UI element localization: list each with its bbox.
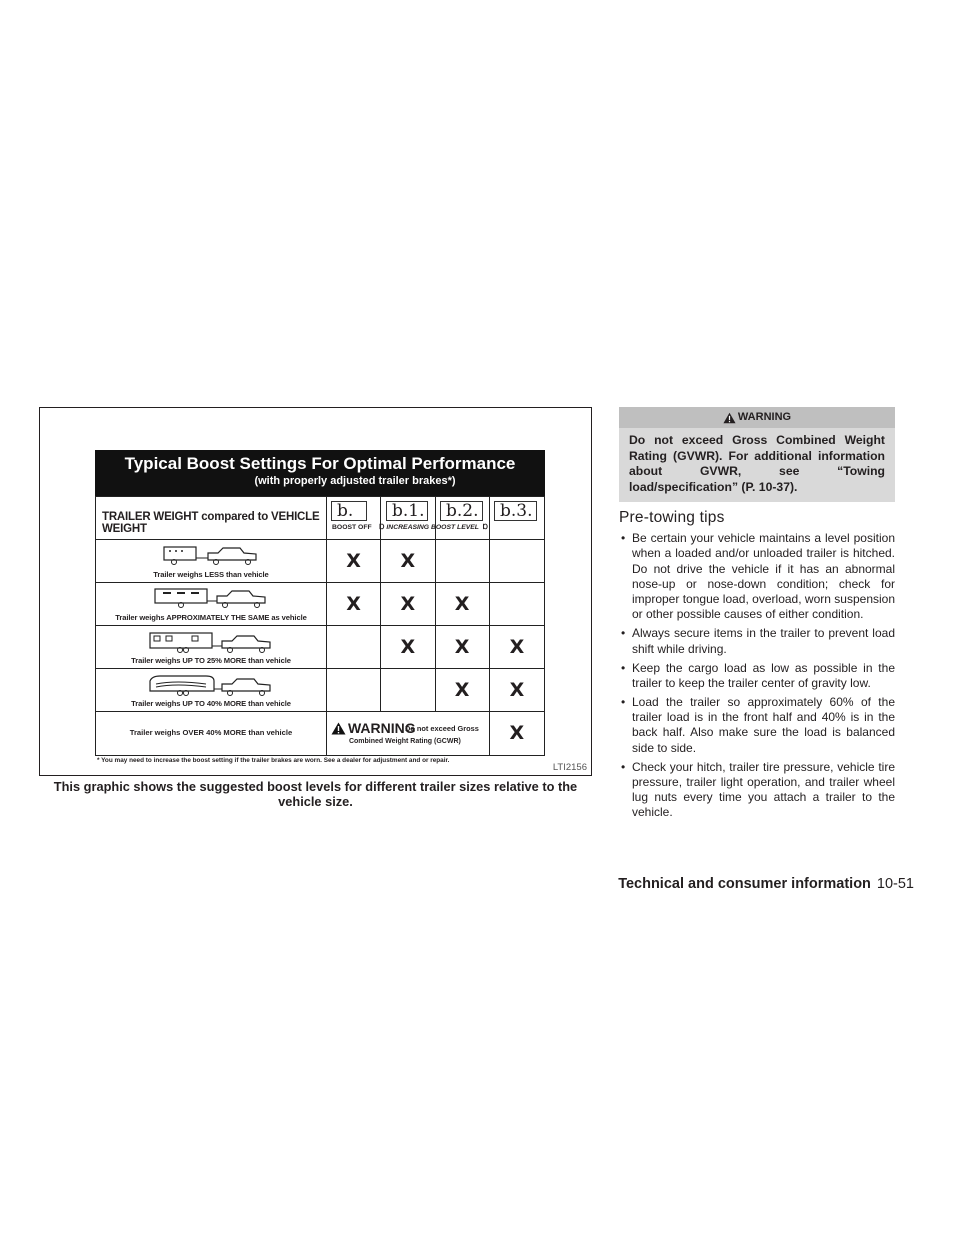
table-row [96, 668, 544, 711]
trailer-same-icon [151, 587, 271, 609]
page-footer [618, 876, 914, 892]
x-mark: X [346, 549, 361, 572]
boost-settings-chart [95, 450, 545, 764]
list-item: • Always secure items in the trailer to prevent load shift while driving. [621, 626, 895, 657]
table-row [96, 539, 544, 582]
x-mark: X [346, 592, 361, 615]
x-mark: X [509, 678, 525, 701]
boost-grid [95, 496, 545, 756]
level-b0: b. [331, 501, 367, 521]
chart-footnote: * You may need to increase the boost setting if the trailer brakes are worn. See a dealer for adjustment and or repair. [97, 757, 450, 764]
warning-body: Do not exceed Gross Combined Weight Rating (GVWR). For additional information about GVWR, see “Towing load/specification” (P. 10-37). [629, 433, 885, 494]
row-label: Trailer weighs LESS than vehicle [153, 570, 269, 579]
row-label: Trailer weighs UP TO 40% MORE than vehicle [131, 699, 291, 708]
row-label: Trailer weighs APPROXIMATELY THE SAME as vehicle [115, 613, 307, 622]
list-item: • Keep the cargo load as low as possible in the trailer to keep the trailer center of gravity low. [621, 661, 895, 692]
x-mark: X [454, 678, 470, 701]
trailer-small-icon [156, 544, 266, 566]
figure-code: LTI2156 [552, 762, 587, 773]
page-number: 10-51 [876, 876, 914, 892]
row-label: Trailer weighs OVER 40% MORE than vehicle [129, 728, 293, 737]
table-row [96, 625, 544, 668]
boost-off-label: BOOST OFF [332, 524, 372, 531]
increasing-boost-label: INCREASING BOOST LEVEL [386, 524, 479, 531]
chart-title: Typical Boost Settings For Optimal Performance [124, 454, 516, 473]
x-mark: X [400, 549, 416, 572]
level-b3: b.3. [494, 501, 537, 521]
chart-subtitle: (with properly adjusted trailer brakes*) [254, 475, 456, 487]
x-mark: X [400, 635, 416, 658]
list-item: • Be certain your vehicle maintains a level position when a loaded and/or unloaded trailer is hitched. Do not drive the vehicle if it has an abnormal nose-up or nose-down condition; check for improper tongue load, overload, worn suspension or other possible causes of either condition. [621, 531, 895, 623]
gcwr-warning [327, 712, 490, 755]
warning-text-line2: Combined Weight Rating (GCWR) [348, 738, 461, 745]
warning-word: WARNING [347, 720, 416, 736]
warning-text-line1: Do not exceed Gross [404, 724, 479, 733]
section-title: Pre-towing tips [619, 509, 725, 526]
x-mark: X [400, 592, 416, 615]
trailer-40-icon [146, 673, 276, 697]
warning-heading-text: WARNING [737, 411, 792, 423]
warning-box [619, 407, 895, 502]
table-row [96, 711, 544, 755]
arrow-icon: Ɒ [379, 524, 385, 531]
pre-towing-tips-list [621, 531, 895, 824]
warning-heading [619, 407, 895, 428]
arrow-icon: Ɒ [482, 524, 489, 531]
x-mark: X [454, 635, 470, 658]
trailer-25-icon [146, 630, 276, 654]
warning-triangle-icon [723, 412, 736, 424]
level-header [328, 496, 546, 539]
level-b1: b.1. [386, 501, 428, 521]
warning-triangle-icon [331, 722, 346, 735]
boost-settings-figure [39, 407, 592, 776]
table-row [96, 582, 544, 625]
x-mark: X [454, 592, 470, 615]
footer-section-name: Technical and consumer information [618, 876, 871, 892]
chart-header [95, 450, 545, 496]
row-label: Trailer weighs UP TO 25% MORE than vehicle [131, 656, 291, 665]
x-mark: X [509, 635, 525, 658]
level-b2: b.2. [440, 501, 483, 521]
x-mark: X [509, 722, 525, 744]
figure-caption: This graphic shows the suggested boost levels for different trailer sizes relative to the vehicle size. [53, 779, 578, 809]
level-footnote [332, 523, 488, 531]
list-item: • Load the trailer so approximately 60% of the trailer load is in the front half and 40% is in the back half. Also make sure the load is balanced side to side. [621, 695, 895, 756]
list-item: • Check your hitch, trailer tire pressure, vehicle tire pressure, trailer light operation, and trailer wheel lug nuts every time you attach a trailer to the vehicle. [621, 760, 895, 821]
grid-header-label: TRAILER WEIGHT compared to VEHICLE WEIGHT [102, 511, 320, 535]
